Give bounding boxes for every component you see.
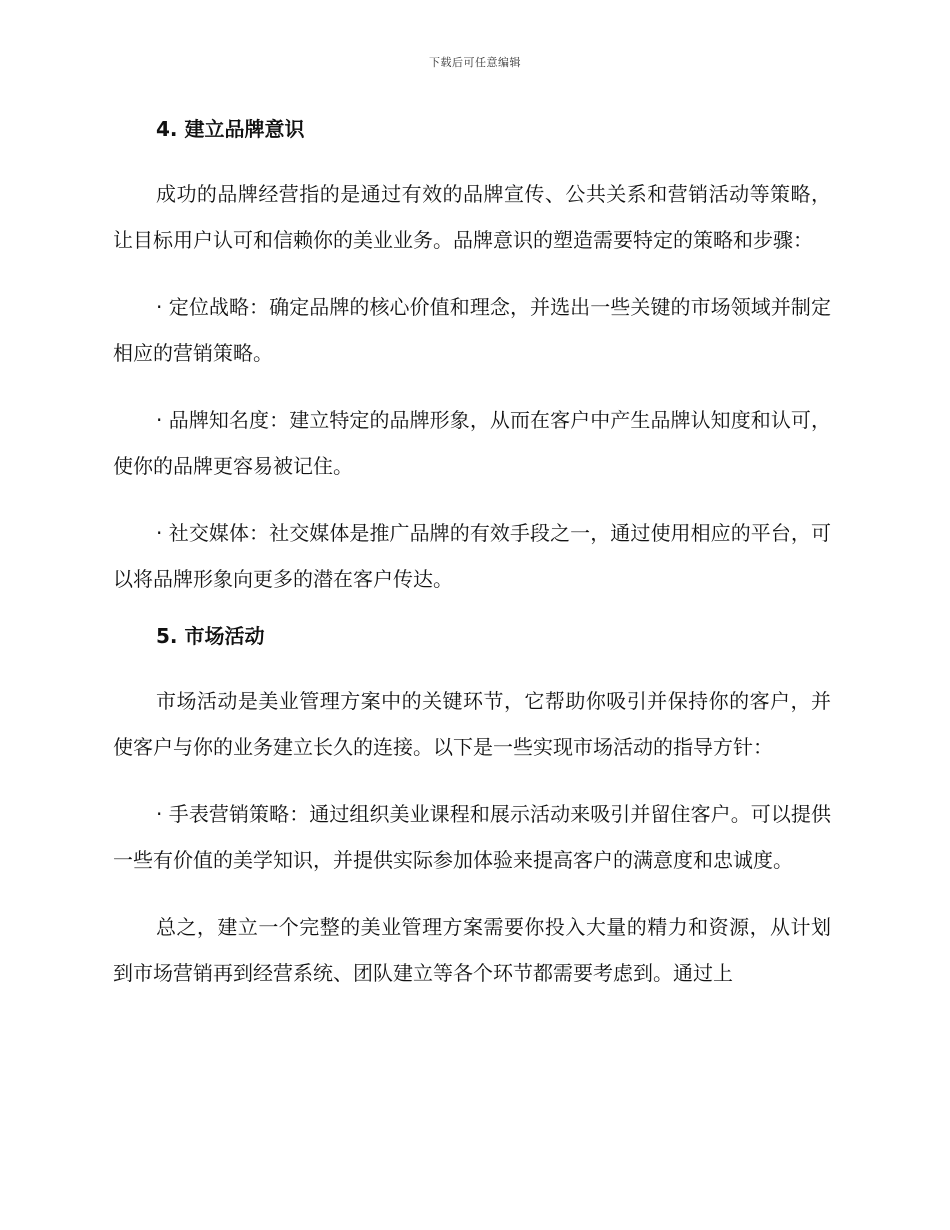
bullet-positioning-strategy: · 定位战略：确定品牌的核心价值和理念，并选出一些关键的市场领域并制定相应的营销策略。 (113, 295, 831, 365)
section-heading-brand-awareness: 4. 建立品牌意识 (156, 117, 305, 141)
bullet-social-media: · 社交媒体：社交媒体是推广品牌的有效手段之一，通过使用相应的平台，可以将品牌形象向更多的潜在客户传达。 (113, 521, 831, 591)
bullet-marketing-strategy: · 手表营销策略：通过组织美业课程和展示活动来吸引并留住客户。可以提供一些有价值的美学知识，并提供实际参加体验来提高客户的满意度和忠诚度。 (113, 802, 831, 872)
paragraph-summary: 总之，建立一个完整的美业管理方案需要你投入大量的精力和资源，从计划到市场营销再到经营系统、团队建立等各个环节都需要考虑到。通过上 (113, 915, 831, 985)
document-body (113, 110, 831, 1018)
paragraph-brand-intro: 成功的品牌经营指的是通过有效的品牌宣传、公共关系和营销活动等策略，让目标用户认可和信赖你的美业业务。品牌意识的塑造需要特定的策略和步骤： (113, 182, 831, 252)
paragraph-market-intro: 市场活动是美业管理方案中的关键环节，它帮助你吸引并保持你的客户，并使客户与你的业务建立长久的连接。以下是一些实现市场活动的指导方针： (113, 689, 831, 759)
section-heading-market-activities: 5. 市场活动 (156, 624, 265, 648)
page-header: 下载后可任意编辑 (429, 56, 521, 69)
bullet-brand-recognition: · 品牌知名度：建立特定的品牌形象，从而在客户中产生品牌认知度和认可，使你的品牌更容易被记住。 (113, 408, 831, 478)
